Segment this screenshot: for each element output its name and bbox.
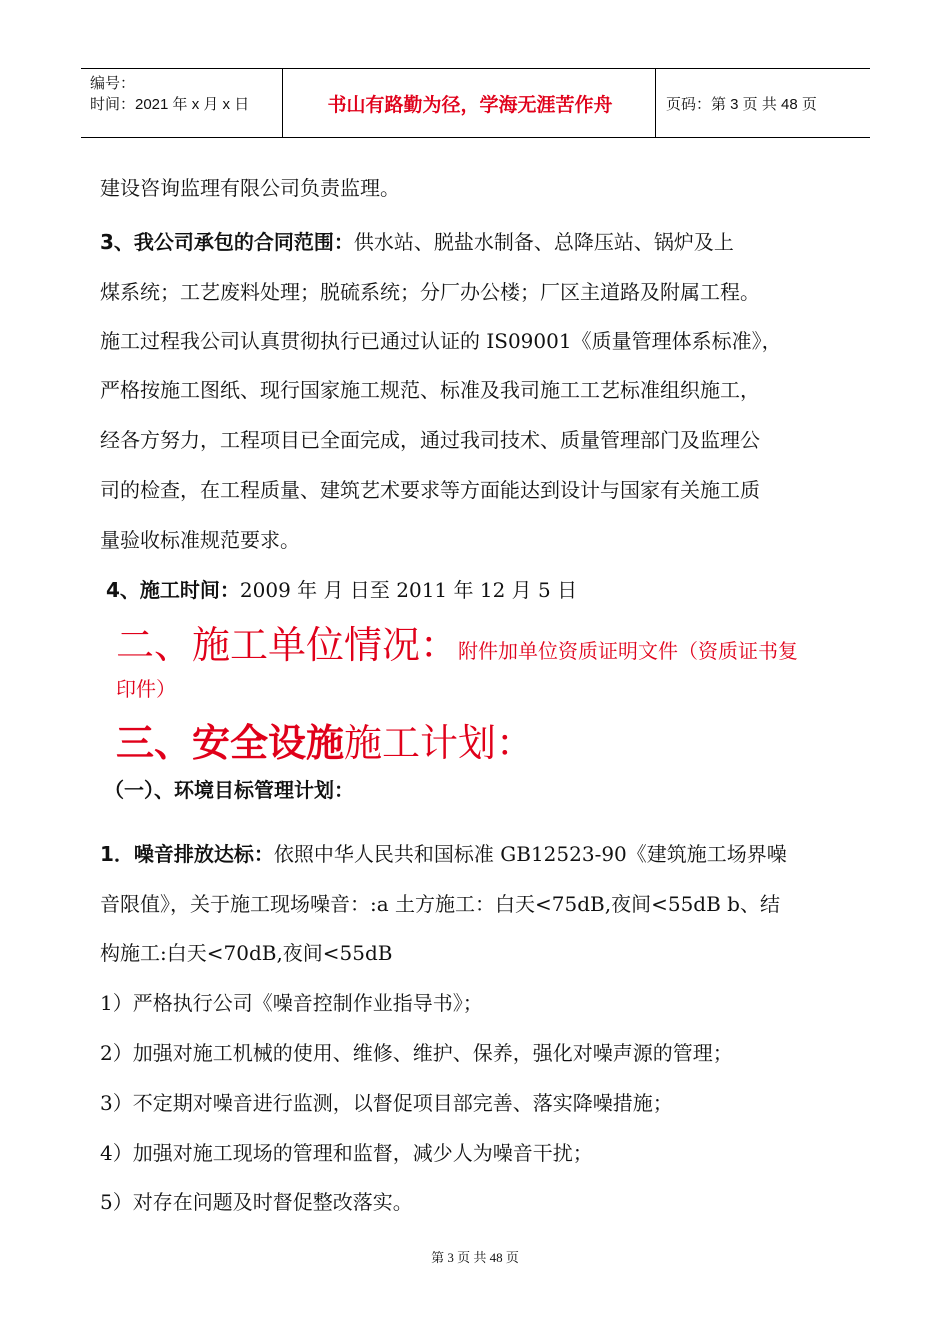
body-line: 4、施工时间：2009 年 月 日至 2011 年 12 月 5 日 — [106, 578, 578, 602]
body-line: 经各方努力，工程项目已全面完成，通过我司技术、质量管理部门及监理公 — [100, 428, 760, 452]
list-item: 4）加强对施工现场的管理和监督，减少人为噪音干扰； — [100, 1141, 593, 1165]
header-page-info: 页码：第 3 页 共 48 页 — [666, 95, 817, 113]
header-meta — [90, 73, 249, 115]
body-line: 构施工:白天<70dB,夜间<55dB — [100, 941, 393, 965]
body-line: 煤系统；工艺废料处理；脱硫系统；分厂办公楼；厂区主道路及附属工程。 — [100, 280, 760, 304]
serial-label: 编号： — [90, 75, 136, 92]
body-line: 严格按施工图纸、现行国家施工规范、标准及我司施工工艺标准组织施工， — [100, 378, 760, 402]
time-label: 时间：2021 年 x 月 x 日 — [90, 96, 250, 113]
section-heading-3: 三、安全设施施工计划： — [116, 721, 535, 765]
body-line: 1．噪音排放达标：依照中华人民共和国标准 GB12523-90《建筑施工场界噪 — [100, 842, 787, 866]
body-line: 量验收标准规范要求。 — [100, 528, 300, 552]
header-motto: 书山有路勤为径，学海无涯苦作舟 — [327, 93, 613, 116]
page-footer: 第 3 页 共 48 页 — [431, 1250, 519, 1265]
list-item: 3）不定期对噪音进行监测，以督促项目部完善、落实降噪措施； — [100, 1091, 673, 1115]
body-line: 3、我公司承包的合同范围：供水站、脱盐水制备、总降压站、锅炉及上 — [100, 230, 734, 254]
list-item: 1）严格执行公司《噪音控制作业指导书》； — [100, 991, 483, 1015]
section-heading-2-note: 印件） — [116, 677, 176, 701]
body-line: 司的检查，在工程质量、建筑艺术要求等方面能达到设计与国家有关施工质 — [100, 478, 760, 502]
body-line: 音限值》，关于施工现场噪音：:a 土方施工：白天<75dB,夜间<55dB b、结 — [100, 892, 780, 916]
page-header — [81, 68, 870, 138]
body-line: 建设咨询监理有限公司负责监理。 — [100, 176, 400, 200]
list-item: 5）对存在问题及时督促整改落实。 — [100, 1190, 413, 1214]
subsection-title: （一）、环境目标管理计划： — [104, 778, 354, 802]
list-item: 2）加强对施工机械的使用、维修、维护、保养，强化对噪声源的管理； — [100, 1041, 733, 1065]
section-title: 3、我公司承包的合同范围： — [100, 230, 354, 254]
section-title: 4、施工时间： — [106, 578, 240, 602]
section-heading-2: 二、施工单位情况：附件加单位资质证明文件（资质证书复 — [116, 623, 799, 667]
item-title: 1．噪音排放达标： — [100, 842, 274, 866]
body-line: 施工过程我公司认真贯彻执行已通过认证的 IS09001《质量管理体系标准》， — [100, 329, 782, 353]
